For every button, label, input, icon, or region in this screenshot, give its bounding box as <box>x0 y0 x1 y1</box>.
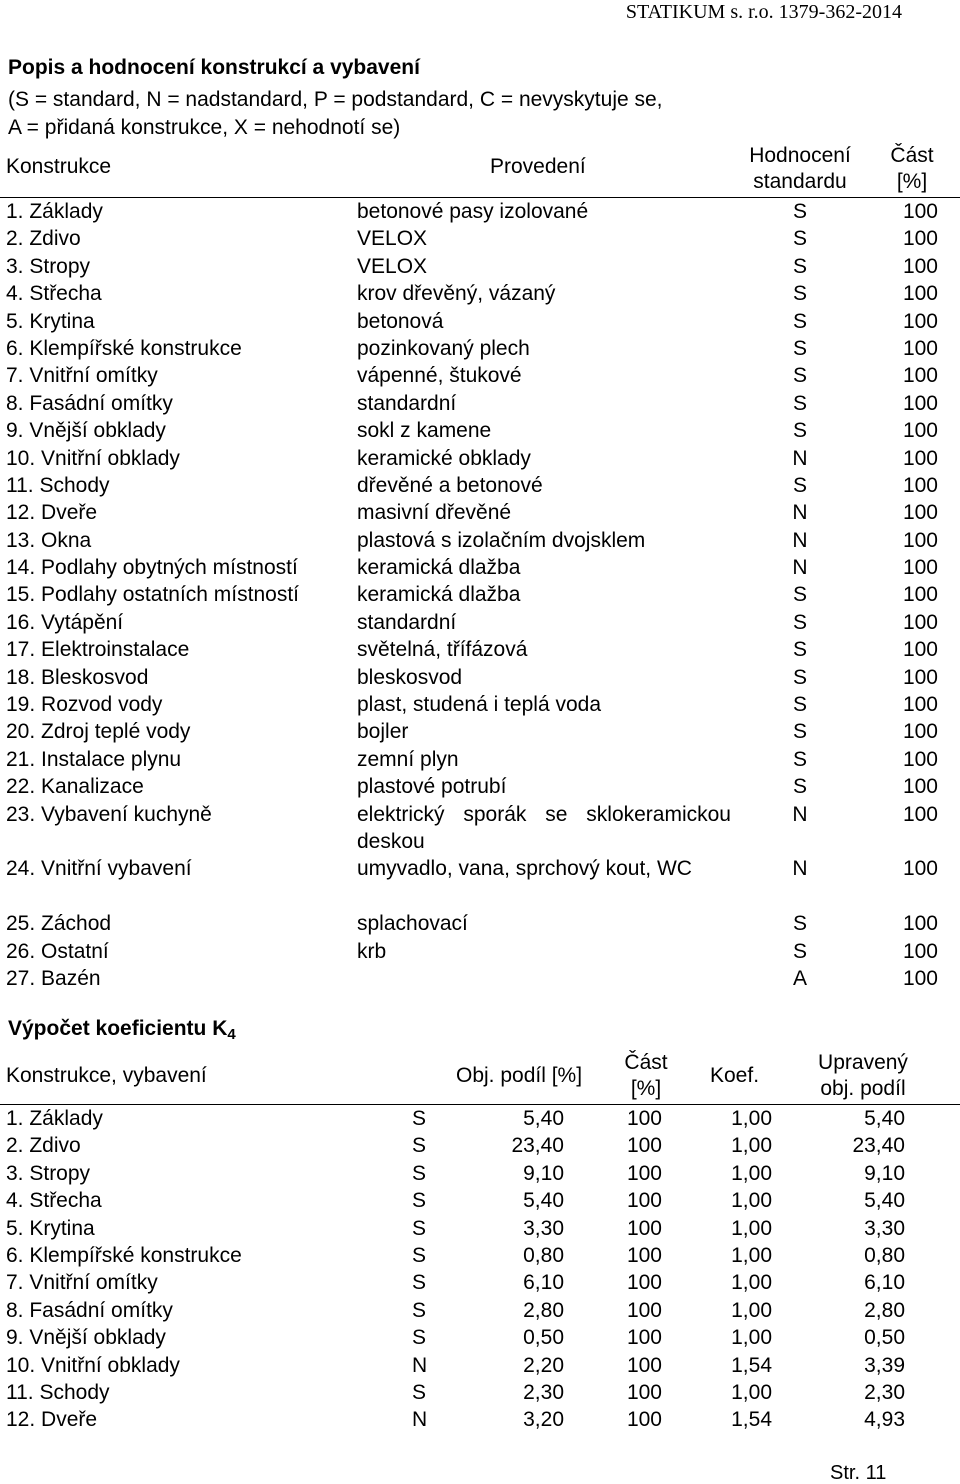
construction-execution: vápenné, štukové <box>357 364 522 388</box>
table-row <box>0 1187 960 1214</box>
table-row <box>0 308 960 335</box>
construction-name: 5. Krytina <box>6 1216 95 1240</box>
construction-name: 21. Instalace plynu <box>6 747 182 771</box>
table-row <box>0 472 960 499</box>
construction-execution: keramická dlažba <box>357 556 521 580</box>
construction-share: 100 <box>902 665 938 689</box>
volume-share: 3,30 <box>523 1216 564 1240</box>
header-koef: Koef. <box>710 1064 760 1087</box>
standard-rating: S <box>412 1380 427 1404</box>
construction-name: 12. Dveře <box>6 501 98 525</box>
header-cast: Část [%] <box>624 1051 668 1100</box>
construction-name: 15. Podlahy ostatních místností <box>6 583 299 607</box>
table-row <box>0 773 960 800</box>
standard-rating: S <box>792 912 807 936</box>
construction-share: 100 <box>902 528 938 552</box>
construction-share: 100 <box>626 1298 662 1322</box>
construction-share: 100 <box>902 227 938 251</box>
construction-name: 17. Elektroinstalace <box>6 638 190 662</box>
table-row <box>0 1132 960 1159</box>
adjusted-share: 3,30 <box>864 1216 905 1240</box>
standard-rating: S <box>412 1134 427 1158</box>
coefficient: 1,00 <box>731 1161 772 1185</box>
standard-rating: S <box>792 227 807 251</box>
construction-name: 5. Krytina <box>6 309 95 333</box>
header-konstrukce-vybaveni: Konstrukce, vybavení <box>6 1064 207 1087</box>
page-number: Str. 11 <box>830 1462 887 1484</box>
construction-name: 9. Vnější obklady <box>6 1326 166 1350</box>
construction-share: 100 <box>902 556 938 580</box>
standard-rating: S <box>792 720 807 744</box>
standard-rating: S <box>792 665 807 689</box>
construction-share: 100 <box>902 391 938 415</box>
construction-execution: standardní <box>357 391 457 415</box>
construction-name: 19. Rozvod vody <box>6 693 163 717</box>
construction-share: 100 <box>902 336 938 360</box>
construction-name: 27. Bazén <box>6 966 101 990</box>
coefficient-table-body <box>0 1105 960 1434</box>
standard-rating: N <box>792 556 808 580</box>
table-row <box>0 390 960 417</box>
standard-rating: S <box>792 638 807 662</box>
construction-execution: splachovací <box>357 912 468 936</box>
header-cast: Část [%] <box>890 144 934 193</box>
volume-share: 5,40 <box>523 1107 564 1130</box>
construction-share: 100 <box>902 693 938 717</box>
adjusted-share: 9,10 <box>864 1161 905 1185</box>
standard-rating: S <box>792 282 807 306</box>
standard-rating: S <box>792 336 807 360</box>
construction-execution: zemní plyn <box>357 747 459 771</box>
table-row <box>0 225 960 252</box>
standard-rating: S <box>412 1161 427 1185</box>
construction-execution: plastové potrubí <box>357 775 507 799</box>
standard-rating: S <box>792 693 807 717</box>
construction-share: 100 <box>626 1134 662 1158</box>
construction-name: 2. Zdivo <box>6 227 81 251</box>
standard-rating: S <box>412 1243 427 1267</box>
adjusted-share: 5,40 <box>864 1189 905 1213</box>
table-row <box>0 910 960 937</box>
adjusted-share: 6,10 <box>864 1271 905 1295</box>
coefficient: 1,54 <box>731 1353 772 1377</box>
table-row <box>0 691 960 718</box>
volume-share: 0,50 <box>523 1326 564 1350</box>
coefficient-title <box>8 1015 236 1049</box>
table-row <box>0 445 960 472</box>
table-row <box>0 938 960 965</box>
standard-rating: A <box>792 966 807 990</box>
coefficient: 1,54 <box>731 1408 772 1432</box>
table-row <box>0 1379 960 1406</box>
construction-name: 3. Stropy <box>6 1161 91 1185</box>
standard-rating: S <box>792 200 807 223</box>
table-row <box>0 417 960 444</box>
construction-share: 100 <box>902 583 938 607</box>
company-header: STATIKUM s. r.o. 1379-362-2014 <box>625 1 902 23</box>
construction-share: 100 <box>626 1408 662 1432</box>
construction-execution: betonová <box>357 309 444 333</box>
volume-share: 9,10 <box>523 1161 564 1185</box>
table-row <box>0 581 960 608</box>
table-row <box>0 1160 960 1187</box>
construction-name: 4. Střecha <box>6 282 102 306</box>
table-row <box>0 335 960 362</box>
header-hodnoceni: Hodnocení standardu <box>749 144 851 193</box>
table-row <box>0 801 960 856</box>
construction-share: 100 <box>626 1161 662 1185</box>
construction-name: 18. Bleskosvod <box>6 665 149 689</box>
construction-share: 100 <box>902 501 938 525</box>
construction-execution: pozinkovaný plech <box>357 336 530 360</box>
table-row <box>0 718 960 745</box>
table-row <box>0 1324 960 1351</box>
standard-rating: S <box>792 391 807 415</box>
standard-rating: S <box>412 1326 427 1350</box>
construction-execution: světelná, třífázová <box>357 638 528 662</box>
standard-rating: S <box>792 473 807 497</box>
table-row <box>0 253 960 280</box>
table-row <box>0 664 960 691</box>
construction-share: 100 <box>626 1243 662 1267</box>
construction-share: 100 <box>902 966 938 990</box>
table-row <box>0 527 960 554</box>
adjusted-share: 2,30 <box>864 1380 905 1404</box>
volume-share: 3,20 <box>523 1408 564 1432</box>
coefficient: 1,00 <box>731 1271 772 1295</box>
table-row <box>0 198 960 225</box>
construction-name: 10. Vnitřní obklady <box>6 1353 180 1377</box>
standard-rating: S <box>412 1298 427 1322</box>
standard-rating: S <box>412 1216 427 1240</box>
volume-share: 6,10 <box>523 1271 564 1295</box>
table-row <box>0 362 960 389</box>
construction-execution: standardní <box>357 610 457 634</box>
standard-rating: S <box>792 254 807 278</box>
construction-name: 1. Základy <box>6 1107 103 1130</box>
standard-rating: N <box>792 857 808 881</box>
adjusted-share: 0,50 <box>864 1326 905 1350</box>
construction-name: 4. Střecha <box>6 1189 102 1213</box>
construction-share: 100 <box>902 364 938 388</box>
construction-execution: keramické obklady <box>357 446 531 470</box>
construction-table <box>0 143 960 992</box>
construction-share: 100 <box>626 1326 662 1350</box>
standard-rating: S <box>792 364 807 388</box>
header-konstrukce: Konstrukce <box>6 155 112 178</box>
coefficient: 1,00 <box>731 1216 772 1240</box>
construction-share: 100 <box>902 939 938 963</box>
table-row <box>0 280 960 307</box>
construction-name: 11. Schody <box>6 1380 110 1404</box>
construction-name: 3. Stropy <box>6 254 91 278</box>
construction-execution: VELOX <box>357 254 428 278</box>
construction-execution: plastová s izolačním dvojsklem <box>357 528 646 552</box>
table-row <box>0 1406 960 1433</box>
construction-execution: betonové pasy izolované <box>357 200 589 223</box>
construction-share: 100 <box>626 1271 662 1295</box>
volume-share: 2,30 <box>523 1380 564 1404</box>
construction-name: 10. Vnitřní obklady <box>6 446 180 470</box>
construction-name: 2. Zdivo <box>6 1134 81 1158</box>
header-obj-podil: Obj. podíl [%] <box>456 1064 583 1087</box>
construction-name: 23. Vybavení kuchyně <box>6 802 212 826</box>
construction-name: 12. Dveře <box>6 1408 98 1432</box>
construction-share: 100 <box>902 775 938 799</box>
table-row <box>0 499 960 526</box>
construction-name: 16. Vytápění <box>6 610 124 634</box>
coefficient-title-text: Výpočet koeficientu K <box>8 1017 228 1040</box>
construction-name: 25. Záchod <box>6 912 112 936</box>
table-row <box>0 1215 960 1242</box>
construction-share: 100 <box>902 802 938 826</box>
construction-share: 100 <box>626 1380 662 1404</box>
construction-name: 7. Vnitřní omítky <box>6 1271 158 1295</box>
coefficient: 1,00 <box>731 1298 772 1322</box>
volume-share: 2,80 <box>523 1298 564 1322</box>
construction-share: 100 <box>626 1107 662 1130</box>
standard-rating: S <box>792 610 807 634</box>
table-row <box>0 1352 960 1379</box>
table-row <box>0 554 960 581</box>
volume-share: 5,40 <box>523 1189 564 1213</box>
standard-rating: N <box>792 802 808 826</box>
table-row <box>0 1269 960 1296</box>
legend-line-1: (S = standard, N = nadstandard, P = podstandard, C = nevyskytuje se, <box>8 88 663 111</box>
coefficient: 1,00 <box>731 1134 772 1158</box>
standard-rating: N <box>792 446 808 470</box>
section-title: Popis a hodnocení konstrukcí a vybavení <box>8 56 420 79</box>
table-row <box>0 746 960 773</box>
adjusted-share: 5,40 <box>864 1107 905 1130</box>
table-row <box>0 636 960 663</box>
construction-execution: krb <box>357 939 387 963</box>
construction-execution: elektrický sporák se sklokeramickou deskou <box>357 802 731 853</box>
legend-line-2: A = přidaná konstrukce, X = nehodnotí se) <box>8 116 401 139</box>
standard-rating: N <box>792 501 808 525</box>
table-row <box>0 1242 960 1269</box>
construction-name: 24. Vnitřní vybavení <box>6 857 192 881</box>
standard-rating: S <box>792 419 807 443</box>
construction-share: 100 <box>626 1353 662 1377</box>
adjusted-share: 2,80 <box>864 1298 905 1322</box>
standard-rating: N <box>412 1353 428 1377</box>
construction-share: 100 <box>902 638 938 662</box>
construction-execution: VELOX <box>357 227 428 251</box>
construction-share: 100 <box>902 747 938 771</box>
construction-name: 1. Základy <box>6 200 103 223</box>
construction-name: 20. Zdroj teplé vody <box>6 720 191 744</box>
table-row <box>0 1297 960 1324</box>
construction-name: 9. Vnější obklady <box>6 419 166 443</box>
header-upraveny: Upravený obj. podíl <box>818 1051 908 1100</box>
construction-share: 100 <box>902 473 938 497</box>
standard-rating: S <box>412 1271 427 1295</box>
header-provedeni: Provedení <box>490 155 586 178</box>
construction-name: 8. Fasádní omítky <box>6 391 173 415</box>
coefficient: 1,00 <box>731 1380 772 1404</box>
construction-share: 100 <box>902 720 938 744</box>
standard-rating: S <box>792 583 807 607</box>
standard-rating: S <box>412 1107 427 1130</box>
standard-rating: S <box>792 309 807 333</box>
construction-name: 13. Okna <box>6 528 92 552</box>
construction-execution: masivní dřevěné <box>357 501 512 525</box>
adjusted-share: 23,40 <box>852 1134 905 1158</box>
standard-rating: N <box>412 1408 428 1432</box>
construction-execution: umyvadlo, vana, sprchový kout, WC <box>357 857 692 881</box>
construction-share: 100 <box>902 200 938 223</box>
coefficient-table <box>0 1050 960 1434</box>
construction-share: 100 <box>902 282 938 306</box>
construction-name: 8. Fasádní omítky <box>6 1298 173 1322</box>
construction-name: 11. Schody <box>6 473 110 497</box>
construction-execution: dřevěné a betonové <box>357 473 543 497</box>
construction-execution: sokl z kamene <box>357 419 492 443</box>
construction-execution: keramická dlažba <box>357 583 521 607</box>
standard-rating: S <box>792 747 807 771</box>
construction-execution: plast, studená i teplá voda <box>357 693 602 717</box>
construction-share: 100 <box>626 1216 662 1240</box>
construction-execution: bleskosvod <box>357 665 463 689</box>
table-row <box>0 965 960 992</box>
construction-share: 100 <box>902 446 938 470</box>
standard-rating: S <box>792 775 807 799</box>
construction-share: 100 <box>902 309 938 333</box>
coefficient: 1,00 <box>731 1189 772 1213</box>
construction-name: 22. Kanalizace <box>6 775 144 799</box>
construction-share: 100 <box>902 419 938 443</box>
construction-execution: krov dřevěný, vázaný <box>357 282 556 306</box>
construction-table-body <box>0 198 960 992</box>
table-row <box>0 609 960 636</box>
adjusted-share: 4,93 <box>864 1408 905 1432</box>
construction-share: 100 <box>902 610 938 634</box>
adjusted-share: 3,39 <box>864 1353 905 1377</box>
construction-share: 100 <box>626 1189 662 1213</box>
standard-rating: S <box>412 1189 427 1213</box>
standard-rating: S <box>792 939 807 963</box>
coefficient: 1,00 <box>731 1326 772 1350</box>
coefficient-table-header <box>0 1050 960 1105</box>
volume-share: 0,80 <box>523 1243 564 1267</box>
construction-name: 7. Vnitřní omítky <box>6 364 158 388</box>
construction-share: 100 <box>902 912 938 936</box>
coefficient-title-subscript: 4 <box>227 1026 236 1043</box>
construction-execution: bojler <box>357 720 409 744</box>
coefficient: 1,00 <box>731 1243 772 1267</box>
volume-share: 23,40 <box>511 1134 564 1158</box>
table-row <box>0 855 960 910</box>
construction-table-header <box>0 143 960 198</box>
volume-share: 2,20 <box>523 1353 564 1377</box>
construction-share: 100 <box>902 857 938 881</box>
construction-name: 14. Podlahy obytných místností <box>6 556 298 580</box>
construction-name: 26. Ostatní <box>6 939 109 963</box>
adjusted-share: 0,80 <box>864 1243 905 1267</box>
construction-name: 6. Klempířské konstrukce <box>6 1243 242 1267</box>
standard-rating: N <box>792 528 808 552</box>
construction-share: 100 <box>902 254 938 278</box>
table-row <box>0 1105 960 1132</box>
construction-name: 6. Klempířské konstrukce <box>6 336 242 360</box>
coefficient: 1,00 <box>731 1107 772 1130</box>
